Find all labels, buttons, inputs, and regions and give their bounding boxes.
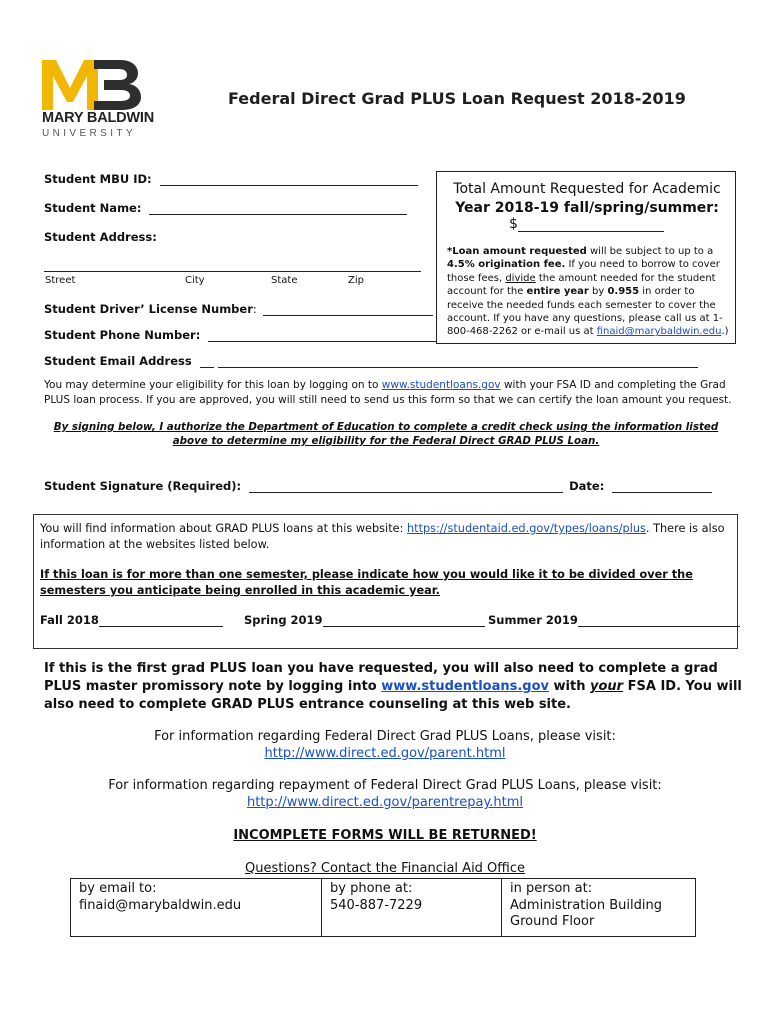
mb-logo-mark: [42, 58, 142, 110]
note-bold2: 4.5% origination fee.: [447, 259, 566, 271]
total-title-line1: Total Amount Requested for Academic: [453, 181, 721, 197]
note-bold4: 0.955: [607, 286, 640, 298]
note-divide: divide: [505, 272, 536, 284]
phone-input[interactable]: [208, 329, 436, 342]
summer-label: Summer 2019: [488, 613, 578, 627]
summer-input[interactable]: [578, 614, 740, 627]
first-note-text3: FSA ID. You will also need to complete GRAD PLUS entrance counseling at this web site.: [44, 679, 742, 712]
university-logo: [42, 58, 152, 148]
mbu-id-label: Student MBU ID:: [44, 172, 152, 186]
contact-email-value[interactable]: finaid@marybaldwin.edu: [79, 897, 242, 913]
fall-field: [40, 613, 223, 627]
fall-label: Fall 2018: [40, 613, 99, 627]
dollar-sign: $: [509, 216, 518, 232]
license-label: Student Driver’ License Number: [44, 302, 253, 316]
first-note-text2: with: [549, 679, 591, 694]
license-field: [44, 302, 433, 316]
note-text1: will be subject to up to a: [586, 246, 714, 257]
mbu-id-input[interactable]: [160, 173, 418, 186]
contact-phone-value[interactable]: 540-887-7229: [330, 897, 423, 913]
studentloans-link[interactable]: www.studentloans.gov: [381, 379, 501, 391]
info-text: [40, 521, 730, 553]
signature-field: [44, 479, 712, 493]
contact-phone-label: by phone at:: [330, 881, 413, 896]
name-input[interactable]: [149, 202, 407, 215]
email-input-lead[interactable]: [200, 355, 214, 368]
eligibility-text: [44, 378, 734, 407]
logo-name: MARY BALDWIN: [42, 110, 154, 126]
date-label: Date:: [569, 479, 605, 493]
city-caption: City: [185, 275, 205, 286]
mbu-id-field: [44, 172, 418, 186]
phone-label: Student Phone Number:: [44, 328, 201, 342]
logo-subtitle: UNIVERSITY: [42, 128, 137, 139]
email-field: [44, 354, 698, 368]
name-field: [44, 201, 407, 215]
note-text4: by: [588, 286, 608, 298]
note-text3: the amount needed for the student account for the: [447, 272, 716, 298]
contact-email-cell: [71, 879, 322, 936]
date-input[interactable]: [612, 480, 712, 493]
note-end: .): [721, 326, 729, 338]
loan-amount-note: [447, 245, 729, 339]
name-label: Student Name:: [44, 201, 142, 215]
direct-parent-link[interactable]: http://www.direct.ed.gov/parent.html: [264, 746, 506, 761]
contact-phone-cell: [322, 879, 502, 936]
license-input[interactable]: [263, 305, 433, 316]
total-amount-box: [436, 171, 736, 344]
info-text1: You will find information about GRAD PLUS loans at this website:: [40, 522, 407, 535]
semester-question: If this loan is for more than one semester, please indicate how you would like it to be divided over the semesters you anticipate being enrolled in this academic year.: [40, 568, 693, 597]
document-title: Federal Direct Grad PLUS Loan Request 2018-2019: [228, 89, 686, 108]
total-title-line2: Year 2018-19 fall/spring/summer:: [455, 200, 719, 216]
note-text5: in order to receive the needed funds each semester to cover the account. If you have any questions, please call us at 1-800-468-2262 or e-mail us at: [447, 286, 723, 338]
spring-label: Spring 2019: [244, 613, 323, 627]
info-text2: . There is also information at the websites listed below.: [40, 522, 725, 551]
finaid-email-link[interactable]: finaid@marybaldwin.edu: [596, 326, 722, 338]
address-label: Student Address:: [44, 230, 157, 244]
contact-email-label: by email to:: [79, 881, 157, 896]
phone-field: [44, 328, 436, 342]
fall-input[interactable]: [99, 614, 223, 627]
spring-field: [244, 613, 485, 627]
studentaid-link[interactable]: https://studentaid.ed.gov/types/loans/plus: [406, 522, 646, 535]
summer-field: [488, 613, 740, 627]
license-colon: :: [252, 302, 257, 316]
zip-caption: Zip: [348, 275, 364, 286]
signature-label: Student Signature (Required):: [44, 479, 242, 493]
incomplete-warning: INCOMPLETE FORMS WILL BE RETURNED!: [233, 828, 537, 843]
grad-plus-info-box: [33, 514, 738, 649]
address-input[interactable]: [44, 257, 421, 272]
total-amount-input[interactable]: [518, 218, 664, 232]
first-note-text1: If this is the first grad PLUS loan you have requested, you will also need to complete a grad PLUS master promissory note by logging into: [44, 661, 718, 694]
email-input[interactable]: [218, 355, 698, 368]
contact-person-line2: Ground Floor: [510, 914, 595, 929]
questions-heading: Questions? Contact the Financial Aid Office: [244, 861, 526, 876]
contact-person-cell: [502, 879, 695, 936]
note-bold3: entire year: [526, 286, 589, 298]
note-bold1: *Loan amount requested: [447, 246, 587, 257]
contact-table: [70, 878, 696, 937]
eligibility-text1: You may determine your eligibility for this loan by logging on to: [44, 379, 382, 391]
direct-parentrepay-link[interactable]: http://www.direct.ed.gov/parentrepay.html: [246, 795, 524, 810]
note-text2: If you need to borrow to cover those fees,: [447, 259, 720, 284]
first-note-your: your: [590, 679, 624, 694]
first-loan-note: [44, 660, 744, 714]
eligibility-text2: with your FSA ID and completing the Grad PLUS loan process. If you are approved, you will still need to send us this form so that we can certify the loan amount you request.: [44, 379, 732, 406]
spring-input[interactable]: [323, 614, 485, 627]
signature-input[interactable]: [249, 480, 563, 493]
loans-info-text: For information regarding Federal Direct Grad PLUS Loans, please visit:: [154, 729, 616, 744]
contact-person-line1: Administration Building: [510, 897, 662, 913]
state-caption: State: [271, 275, 298, 286]
email-label: Student Email Address: [44, 354, 192, 368]
total-amount-field: [509, 216, 664, 232]
street-caption: Street: [45, 275, 76, 286]
authorization-statement: By signing below, I authorize the Department of Education to complete a credit check using the information listed above to determine my eligibility for the Federal Direct GRAD PLUS Loan.: [53, 421, 719, 447]
total-amount-title: [437, 180, 737, 218]
studentloans-link-2[interactable]: www.studentloans.gov: [381, 679, 550, 694]
contact-person-label: in person at:: [510, 881, 593, 896]
repay-info-text: For information regarding repayment of Federal Direct Grad PLUS Loans, please visit:: [108, 778, 662, 793]
